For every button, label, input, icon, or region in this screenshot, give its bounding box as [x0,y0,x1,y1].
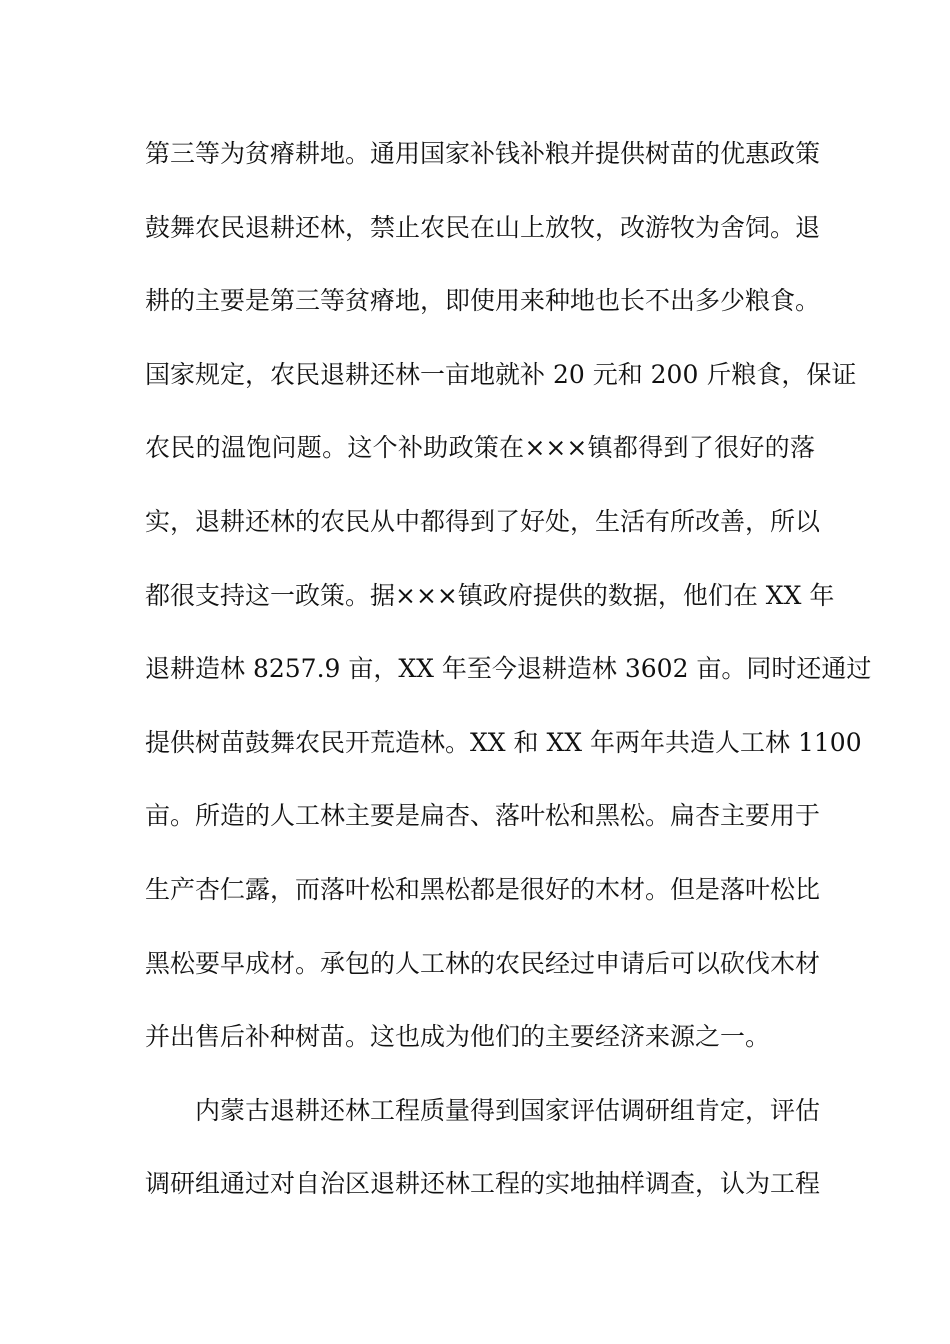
text-line: 耕的主要是第三等贫瘠地，即使用来种地也长不出多少粮食。 [145,286,821,316]
text-line: 实，退耕还林的农民从中都得到了好处，生活有所改善，所以 [145,506,821,536]
text-line: 生产杏仁露，而落叶松和黑松都是很好的木材。但是落叶松比 [145,874,821,904]
text-line: 亩。所造的人工林主要是扁杏、落叶松和黑松。扁杏主要用于 [145,801,821,831]
text-line: 调研组通过对自治区退耕还林工程的实地抽样调查，认为工程 [145,1169,821,1199]
text-line: 农民的温饱问题。这个补助政策在×××镇都得到了很好的落 [145,433,815,463]
text-line: 退耕造林 8257.9 亩，XX 年至今退耕造林 3602 亩。同时还通过 [145,654,872,684]
text-line: 第三等为贫瘠耕地。通用国家补钱补粮并提供树苗的优惠政策 [145,139,821,168]
text-line: 国家规定，农民退耕还林一亩地就补 20 元和 200 斤粮食，保证 [145,359,857,389]
paragraph-start-line: 内蒙古退耕还林工程质量得到国家评估调研组肯定，评估 [195,1095,821,1125]
text-line: 鼓舞农民退耕还林，禁止农民在山上放牧，改游牧为舍饲。退 [145,212,821,242]
paragraph-end-line: 并出售后补种树苗。这也成为他们的主要经济来源之一。 [145,1022,771,1052]
text-line: 黑松要早成材。承包的人工林的农民经过申请后可以砍伐木材 [145,948,821,978]
text-line: 都很支持这一政策。据×××镇政府提供的数据，他们在 XX 年 [145,580,835,610]
text-line: 提供树苗鼓舞农民开荒造林。XX 和 XX 年两年共造人工林 1100 [145,727,862,757]
body-text [145,128,872,1232]
